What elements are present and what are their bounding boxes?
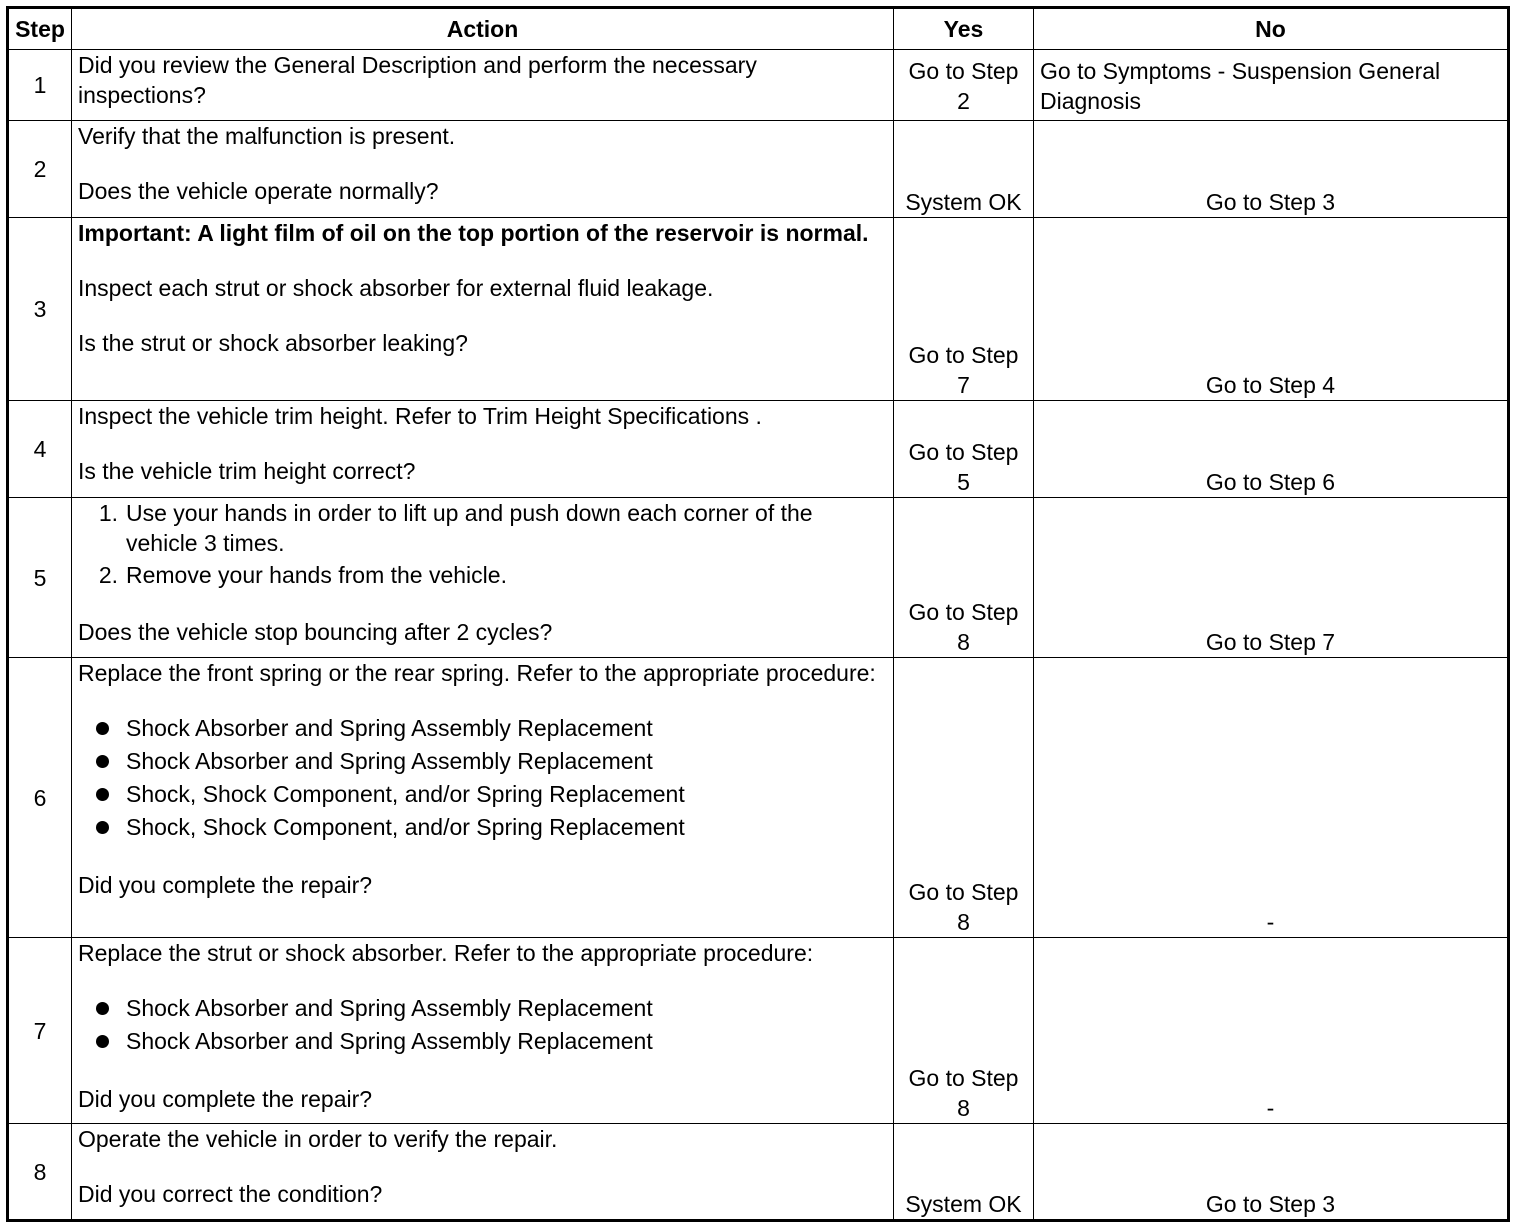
- yes-cell: System OK: [894, 121, 1034, 218]
- action-question: Did you complete the repair?: [78, 1086, 373, 1112]
- yes-cell: System OK: [894, 1124, 1034, 1221]
- bullet-dot-icon: [78, 713, 126, 743]
- action-cell: [72, 50, 894, 121]
- step-number: 5: [8, 498, 72, 658]
- action-question: Did you complete the repair?: [78, 872, 373, 898]
- bullet-text: Shock Absorber and Spring Assembly Replacement: [126, 748, 653, 774]
- bullet-item: [78, 812, 887, 842]
- bullet-text: Shock Absorber and Spring Assembly Replacement: [126, 715, 653, 741]
- bullet-item: [78, 993, 887, 1023]
- bullet-text: Shock, Shock Component, and/or Spring Replacement: [126, 814, 685, 840]
- step-number: 7: [8, 938, 72, 1124]
- action-cell: [72, 658, 894, 938]
- step-number: 6: [8, 658, 72, 938]
- header-no: No: [1034, 8, 1509, 50]
- important-note: Important: A light film of oil on the top portion of the reservoir is normal.: [78, 220, 869, 246]
- header-row: [8, 8, 1509, 50]
- bullet-text: Shock, Shock Component, and/or Spring Replacement: [126, 781, 685, 807]
- no-cell: Go to Step 3: [1034, 121, 1509, 218]
- action-cell: [72, 218, 894, 401]
- table-row: [8, 938, 1509, 1124]
- action-text: Replace the front spring or the rear spring. Refer to the appropriate procedure:: [78, 660, 876, 686]
- step-number: 1: [8, 50, 72, 121]
- no-cell: -: [1034, 938, 1509, 1124]
- table-row: [8, 218, 1509, 401]
- yes-cell: Go to Step 8: [894, 938, 1034, 1124]
- action-question: Did you correct the condition?: [78, 1181, 383, 1207]
- no-cell: Go to Symptoms - Suspension General Diagnosis: [1034, 50, 1509, 121]
- diagnostic-table: [6, 6, 1510, 1222]
- bullet-text: Shock Absorber and Spring Assembly Replacement: [126, 1028, 653, 1054]
- header-action: Action: [72, 8, 894, 50]
- action-cell: [72, 938, 894, 1124]
- diagnostic-table-wrapper: [6, 6, 1510, 1222]
- item-text: Remove your hands from the vehicle.: [126, 562, 507, 588]
- table-row: [8, 401, 1509, 498]
- action-question: Is the strut or shock absorber leaking?: [78, 330, 468, 356]
- bullet-item: [78, 746, 887, 776]
- bullet-dot-icon: [78, 1026, 126, 1056]
- item-text: Use your hands in order to lift up and push down each corner of the vehicle 3 times.: [126, 500, 813, 556]
- action-text: Inspect the vehicle trim height. Refer to Trim Height Specifications .: [78, 403, 762, 429]
- header-step: Step: [8, 8, 72, 50]
- action-text: Replace the strut or shock absorber. Refer to the appropriate procedure:: [78, 940, 814, 966]
- bullet-dot-icon: [78, 993, 126, 1023]
- numbered-item: [78, 498, 887, 558]
- bullet-item: [78, 713, 887, 743]
- table-row: [8, 1124, 1509, 1221]
- yes-cell: Go to Step 2: [894, 50, 1034, 121]
- item-number: 2.: [98, 562, 118, 588]
- step-number: 2: [8, 121, 72, 218]
- bullet-item: [78, 779, 887, 809]
- action-text: Inspect each strut or shock absorber for external fluid leakage.: [78, 275, 714, 301]
- bullet-dot-icon: [78, 779, 126, 809]
- action-text: Operate the vehicle in order to verify the repair.: [78, 1126, 558, 1152]
- action-cell: [72, 401, 894, 498]
- action-question: Does the vehicle stop bouncing after 2 cycles?: [78, 619, 553, 645]
- item-number: 1.: [98, 500, 118, 526]
- bullet-dot-icon: [78, 812, 126, 842]
- action-cell: [72, 1124, 894, 1221]
- table-row: [8, 121, 1509, 218]
- yes-cell: Go to Step 8: [894, 658, 1034, 938]
- yes-cell: Go to Step 5: [894, 401, 1034, 498]
- numbered-item: [78, 560, 887, 590]
- no-cell: Go to Step 3: [1034, 1124, 1509, 1221]
- bullet-item: [78, 1026, 887, 1056]
- table-row: [8, 50, 1509, 121]
- action-question: Is the vehicle trim height correct?: [78, 458, 416, 484]
- action-text: Verify that the malfunction is present.: [78, 123, 456, 149]
- action-question: Does the vehicle operate normally?: [78, 178, 439, 204]
- action-cell: [72, 498, 894, 658]
- no-cell: Go to Step 4: [1034, 218, 1509, 401]
- bullet-dot-icon: [78, 746, 126, 776]
- table-row: [8, 658, 1509, 938]
- bullet-text: Shock Absorber and Spring Assembly Replacement: [126, 995, 653, 1021]
- table-row: [8, 498, 1509, 658]
- no-cell: Go to Step 6: [1034, 401, 1509, 498]
- yes-cell: Go to Step 8: [894, 498, 1034, 658]
- action-cell: [72, 121, 894, 218]
- header-yes: Yes: [894, 8, 1034, 50]
- step-number: 4: [8, 401, 72, 498]
- action-question: Did you review the General Description and perform the necessary inspections?: [78, 52, 757, 108]
- step-number: 3: [8, 218, 72, 401]
- no-cell: Go to Step 7: [1034, 498, 1509, 658]
- no-cell: -: [1034, 658, 1509, 938]
- step-number: 8: [8, 1124, 72, 1221]
- yes-cell: Go to Step 7: [894, 218, 1034, 401]
